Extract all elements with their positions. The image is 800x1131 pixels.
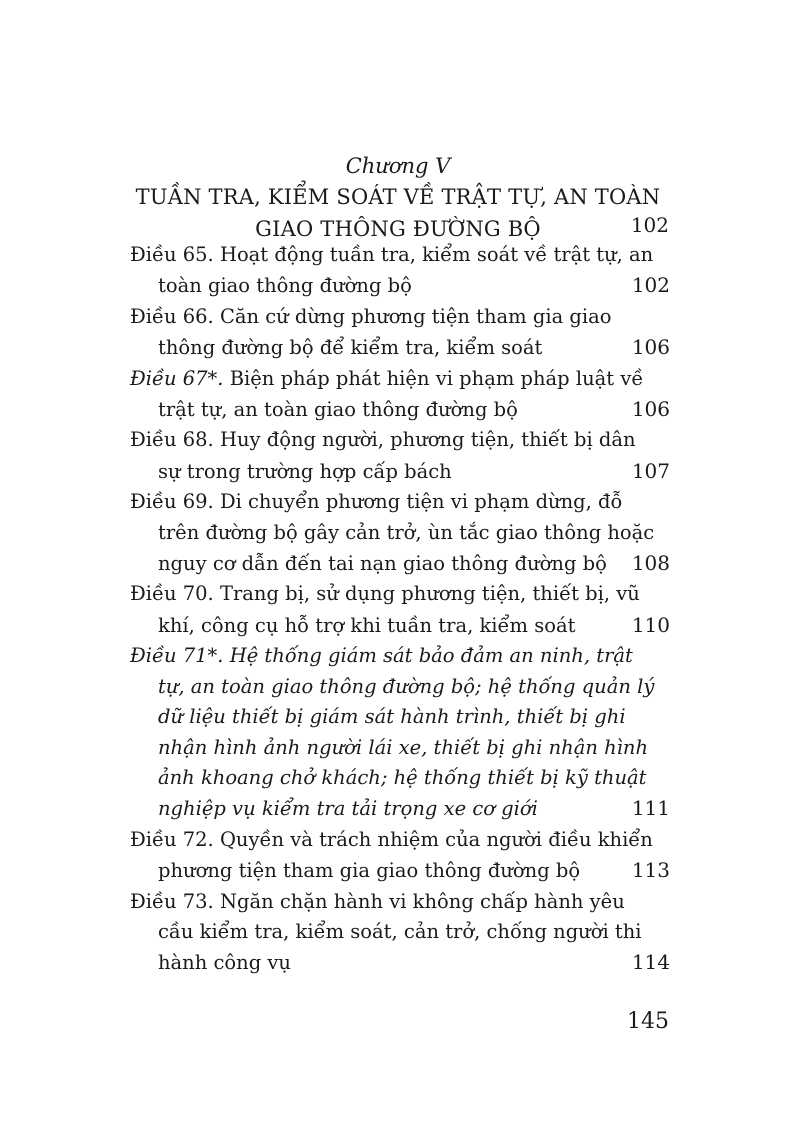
entry-page-number: 107 bbox=[631, 458, 670, 483]
entry-page-number: 110 bbox=[631, 612, 670, 637]
toc-line bbox=[130, 518, 670, 548]
toc-entry-dieu-71[interactable] bbox=[130, 641, 670, 824]
article-number-italic: Điều 67*. bbox=[130, 366, 224, 390]
entry-page-number: 106 bbox=[631, 335, 670, 360]
entry-text: trên đường bộ gây cản trở, ùn tắc giao thông hoặc bbox=[158, 520, 655, 544]
entry-text: thông đường bộ để kiểm tra, kiểm soát bbox=[158, 336, 543, 360]
toc-line bbox=[130, 610, 670, 641]
entry-text: hành công vụ bbox=[158, 951, 291, 975]
toc-line bbox=[130, 456, 670, 487]
toc-line bbox=[130, 548, 670, 579]
toc-line bbox=[130, 947, 670, 978]
entry-text: toàn giao thông đường bộ bbox=[158, 274, 412, 298]
toc-line bbox=[130, 302, 670, 332]
entry-page-number: 113 bbox=[631, 858, 670, 883]
toc-line bbox=[130, 702, 670, 732]
entry-text: Điều 73. Ngăn chặn hành vi không chấp hành yêu bbox=[130, 889, 625, 913]
toc-line bbox=[130, 425, 670, 455]
toc-line bbox=[130, 487, 670, 517]
entry-text: phương tiện tham gia giao thông đường bộ bbox=[158, 859, 581, 883]
entry-text: nhận hình ảnh người lái xe, thiết bị ghi nhận hình bbox=[158, 735, 649, 759]
entry-text: Biện pháp phát hiện vi phạm pháp luật về bbox=[229, 366, 644, 390]
toc-entry-dieu-73[interactable] bbox=[130, 887, 670, 979]
entry-page-number: 106 bbox=[631, 397, 670, 422]
toc-entry-dieu-70[interactable] bbox=[130, 579, 670, 641]
toc-line bbox=[130, 579, 670, 609]
toc-line bbox=[130, 641, 670, 671]
entry-text: tự, an toàn giao thông đường bộ; hệ thống quản lý bbox=[158, 674, 655, 698]
table-of-contents bbox=[130, 240, 670, 979]
toc-entry-dieu-72[interactable] bbox=[130, 825, 670, 887]
page-number: 145 bbox=[627, 1009, 669, 1034]
toc-line bbox=[130, 672, 670, 702]
entry-text: Điều 72. Quyền và trách nhiệm của người điều khiển bbox=[130, 827, 653, 851]
entry-page-number: 108 bbox=[631, 551, 670, 576]
chapter-heading bbox=[130, 151, 669, 245]
toc-line bbox=[130, 763, 670, 793]
entry-text: sự trong trường hợp cấp bách bbox=[158, 459, 452, 483]
toc-line bbox=[130, 332, 670, 363]
entry-text: khí, công cụ hỗ trợ khi tuần tra, kiểm soát bbox=[158, 613, 576, 637]
entry-page-number: 114 bbox=[631, 950, 670, 975]
chapter-title-line-1: TUẦN TRA, KIỂM SOÁT VỀ TRẬT TỰ, AN TOÀN bbox=[135, 185, 661, 209]
chapter-page-number: 102 bbox=[630, 213, 669, 237]
toc-line bbox=[130, 855, 670, 886]
toc-entry-dieu-68[interactable] bbox=[130, 425, 670, 487]
entry-text: Điều 65. Hoạt động tuần tra, kiểm soát về trật tự, an bbox=[130, 243, 654, 266]
entry-text: cầu kiểm tra, kiểm soát, cản trở, chống người thi bbox=[158, 919, 642, 943]
entry-text: Điều 70. Trang bị, sử dụng phương tiện, thiết bị, vũ bbox=[130, 582, 640, 606]
entry-page-number: 111 bbox=[631, 796, 670, 821]
toc-entry-dieu-69[interactable] bbox=[130, 487, 670, 579]
toc-line bbox=[130, 733, 670, 763]
entry-text: trật tự, an toàn giao thông đường bộ bbox=[158, 398, 518, 422]
entry-text: nguy cơ dẫn đến tai nạn giao thông đường bộ bbox=[158, 552, 607, 576]
toc-line bbox=[130, 825, 670, 855]
entry-text: Điều 66. Căn cứ dừng phương tiện tham gia giao bbox=[130, 304, 612, 328]
entry-text: Điều 71*. Hệ thống giám sát bảo đảm an ninh, trật bbox=[130, 644, 633, 668]
entry-text: Điều 68. Huy động người, phương tiện, thiết bị dân bbox=[130, 428, 636, 452]
entry-text: nghiệp vụ kiểm tra tải trọng xe cơ giới bbox=[158, 797, 538, 821]
toc-line bbox=[130, 364, 670, 394]
chapter-label: Chương V bbox=[345, 154, 451, 178]
toc-line bbox=[130, 887, 670, 917]
toc-line bbox=[130, 240, 670, 270]
entry-text: Điều 69. Di chuyển phương tiện vi phạm dừng, đỗ bbox=[130, 490, 623, 514]
entry-page-number: 102 bbox=[631, 273, 670, 298]
toc-line bbox=[130, 793, 670, 824]
toc-line bbox=[130, 394, 670, 425]
chapter-title-line-2: GIAO THÔNG ĐƯỜNG BỘ bbox=[255, 217, 541, 241]
toc-entry-dieu-65[interactable] bbox=[130, 240, 670, 302]
toc-line bbox=[130, 270, 670, 301]
toc-entry-dieu-66[interactable] bbox=[130, 302, 670, 364]
toc-line bbox=[130, 917, 670, 947]
entry-text: ảnh khoang chở khách; hệ thống thiết bị kỹ thuật bbox=[158, 765, 647, 789]
entry-text: dữ liệu thiết bị giám sát hành trình, thiết bị ghi bbox=[158, 705, 626, 729]
toc-entry-dieu-67[interactable] bbox=[130, 364, 670, 426]
